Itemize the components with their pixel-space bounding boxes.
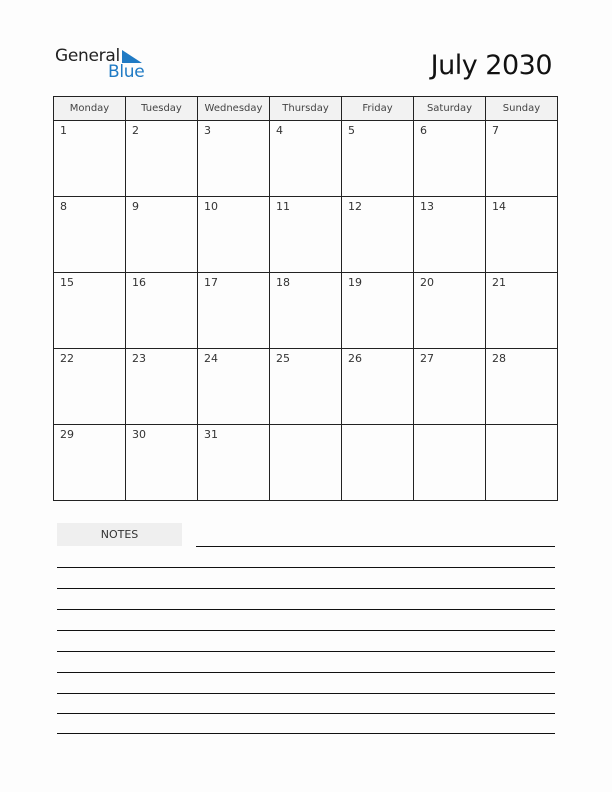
- day-cell: [414, 349, 486, 425]
- day-cell: [270, 197, 342, 273]
- brand-word-blue: Blue: [108, 62, 145, 82]
- calendar-grid: [53, 96, 558, 501]
- weekday-header: Friday: [342, 97, 414, 121]
- day-cell: [342, 273, 414, 349]
- page-title: July 2030: [430, 50, 552, 81]
- day-cell: [198, 273, 270, 349]
- day-number: 19: [348, 276, 362, 289]
- weekday-header: Monday: [54, 97, 126, 121]
- day-number: 3: [204, 124, 211, 137]
- day-cell: [486, 349, 558, 425]
- day-cell: [270, 349, 342, 425]
- day-number: 4: [276, 124, 283, 137]
- week-row: [54, 349, 558, 425]
- day-cell: [270, 121, 342, 197]
- day-cell: [54, 425, 126, 501]
- day-number: 9: [132, 200, 139, 213]
- day-number: 22: [60, 352, 74, 365]
- weekday-header: Sunday: [486, 97, 558, 121]
- day-number: 25: [276, 352, 290, 365]
- day-cell: [342, 121, 414, 197]
- day-cell: [486, 121, 558, 197]
- week-row: [54, 425, 558, 501]
- day-number: 31: [204, 428, 218, 441]
- day-number: 21: [492, 276, 506, 289]
- day-cell: [342, 349, 414, 425]
- day-cell: [486, 273, 558, 349]
- day-number: 26: [348, 352, 362, 365]
- day-number: 29: [60, 428, 74, 441]
- day-number: 2: [132, 124, 139, 137]
- day-number: 10: [204, 200, 218, 213]
- brand-word-general: General: [55, 46, 120, 66]
- day-cell: [198, 197, 270, 273]
- weekday-header-row: [54, 97, 558, 121]
- day-cell: [54, 273, 126, 349]
- day-cell: [54, 121, 126, 197]
- day-number: 13: [420, 200, 434, 213]
- day-cell: [198, 425, 270, 501]
- notes-line: [57, 672, 555, 673]
- day-cell: [126, 349, 198, 425]
- week-row: [54, 121, 558, 197]
- day-cell: [270, 273, 342, 349]
- weekday-header: Tuesday: [126, 97, 198, 121]
- notes-line: [57, 609, 555, 610]
- day-cell: [342, 197, 414, 273]
- day-number: 16: [132, 276, 146, 289]
- day-cell: [414, 121, 486, 197]
- day-cell: [486, 425, 558, 501]
- weekday-header: Saturday: [414, 97, 486, 121]
- notes-line: [57, 630, 555, 631]
- day-number: 28: [492, 352, 506, 365]
- day-number: 11: [276, 200, 290, 213]
- day-cell: [198, 349, 270, 425]
- notes-label: NOTES: [57, 523, 182, 546]
- brand-logo: [55, 46, 150, 84]
- day-cell: [486, 197, 558, 273]
- day-number: 23: [132, 352, 146, 365]
- notes-line: [57, 733, 555, 734]
- weekday-header: Thursday: [270, 97, 342, 121]
- day-cell: [198, 121, 270, 197]
- day-number: 30: [132, 428, 146, 441]
- day-number: 7: [492, 124, 499, 137]
- notes-line: [57, 713, 555, 714]
- day-cell: [54, 197, 126, 273]
- day-number: 1: [60, 124, 67, 137]
- week-row: [54, 197, 558, 273]
- day-number: 27: [420, 352, 434, 365]
- day-cell: [54, 349, 126, 425]
- day-cell: [342, 425, 414, 501]
- notes-line: [57, 693, 555, 694]
- day-number: 5: [348, 124, 355, 137]
- day-number: 18: [276, 276, 290, 289]
- day-number: 6: [420, 124, 427, 137]
- weekday-header: Wednesday: [198, 97, 270, 121]
- day-cell: [414, 273, 486, 349]
- day-number: 15: [60, 276, 74, 289]
- week-row: [54, 273, 558, 349]
- notes-line: [57, 588, 555, 589]
- day-number: 12: [348, 200, 362, 213]
- day-cell: [126, 121, 198, 197]
- day-number: 24: [204, 352, 218, 365]
- day-cell: [126, 197, 198, 273]
- day-cell: [414, 425, 486, 501]
- notes-line: [57, 651, 555, 652]
- day-number: 20: [420, 276, 434, 289]
- day-number: 14: [492, 200, 506, 213]
- notes-line: [57, 567, 555, 568]
- day-cell: [126, 273, 198, 349]
- day-number: 8: [60, 200, 67, 213]
- day-cell: [270, 425, 342, 501]
- day-number: 17: [204, 276, 218, 289]
- notes-line: [196, 546, 555, 547]
- day-cell: [414, 197, 486, 273]
- day-cell: [126, 425, 198, 501]
